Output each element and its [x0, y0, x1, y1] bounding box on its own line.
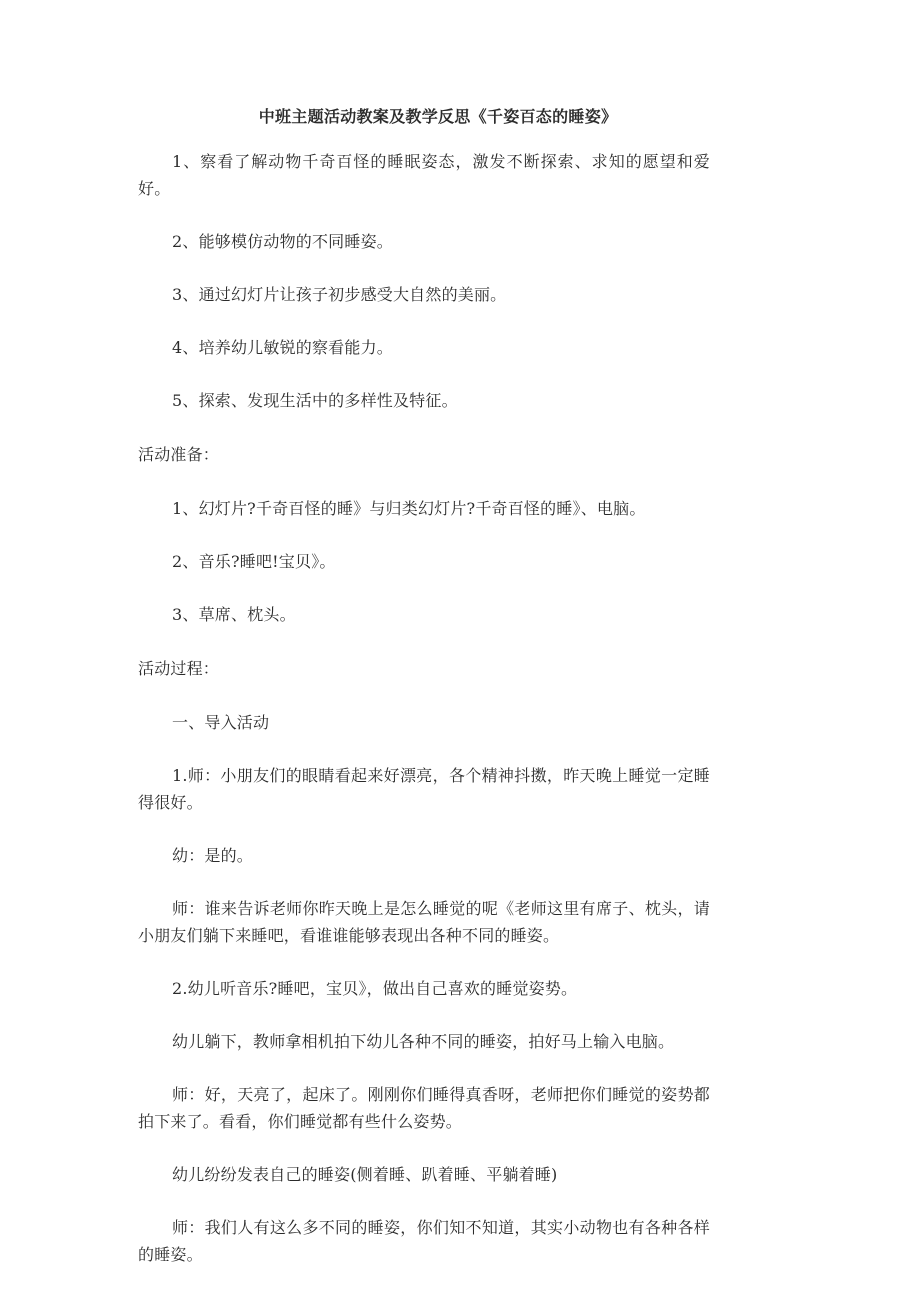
process-section-one-heading: 一、导入活动: [172, 713, 270, 732]
objective-item-3: 3、通过幻灯片让孩子初步感受大自然的美丽。: [172, 285, 507, 304]
preparation-item-3: 3、草席、枕头。: [172, 605, 296, 624]
objective-item-2: 2、能够模仿动物的不同睡姿。: [172, 232, 393, 251]
objective-item-4: 4、培养幼儿敏锐的察看能力。: [172, 338, 393, 357]
objective-item-5: 5、探索、发现生活中的多样性及特征。: [172, 391, 458, 410]
objective-item-1: 1、察看了解动物千奇百怪的睡眠姿态，激发不断探索、求知的愿望和爱好。: [138, 152, 710, 198]
process-step-children-share: 幼儿纷纷发表自己的睡姿(侧着睡、趴着睡、平躺着睡): [172, 1165, 558, 1184]
process-step-wake-up: 师：好，天亮了，起床了。刚刚你们睡得真香呀，老师把你们睡觉的姿势都拍下来了。看看，你们睡觉都有些什么姿势。: [138, 1085, 710, 1131]
page-title: 中班主题活动教案及教学反思《千姿百态的睡姿》: [258, 107, 618, 126]
process-step-1: 1.师：小朋友们的眼睛看起来好漂亮，各个精神抖擞，昨天晚上睡觉一定睡得很好。: [138, 766, 710, 812]
process-heading: 活动过程：: [138, 659, 220, 678]
preparation-item-1: 1、幻灯片?千奇百怪的睡》与归类幻灯片?千奇百怪的睡》、电脑。: [172, 499, 646, 518]
process-step-photograph: 幼儿躺下，教师拿相机拍下幼儿各种不同的睡姿，拍好马上输入电脑。: [172, 1032, 675, 1051]
process-step-teacher-question: 师：谁来告诉老师你昨天晚上是怎么睡觉的呢《老师这里有席子、枕头，请小朋友们躺下来睡吧，看谁谁能够表现出各种不同的睡姿。: [138, 899, 710, 945]
process-step-animals-transition: 师：我们人有这么多不同的睡姿，你们知不知道，其实小动物也有各种各样的睡姿。: [138, 1218, 710, 1264]
process-step-student-reply: 幼：是的。: [172, 846, 254, 865]
preparation-item-2: 2、音乐?睡吧!宝贝》。: [172, 552, 336, 571]
process-step-2: 2.幼儿听音乐?睡吧，宝贝》，做出自己喜欢的睡觉姿势。: [172, 979, 578, 998]
preparation-heading: 活动准备：: [138, 445, 220, 464]
